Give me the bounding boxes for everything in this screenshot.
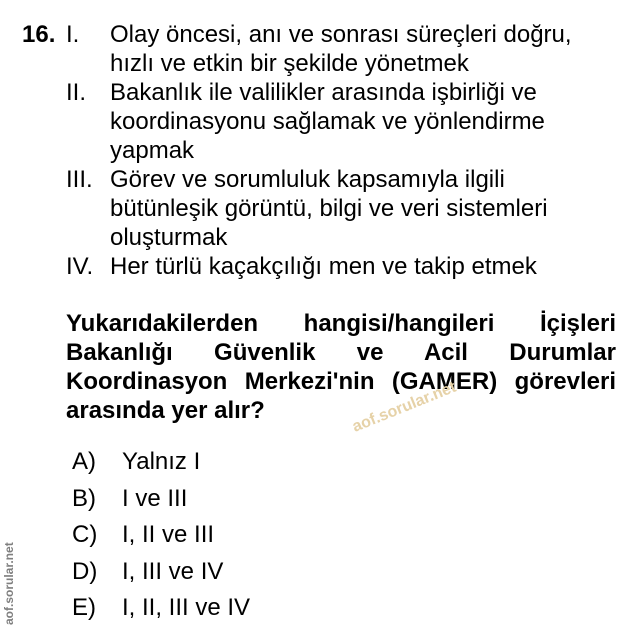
option-text: I ve III: [122, 484, 188, 512]
option-text: I, II ve III: [122, 521, 215, 548]
answer-options: [72, 444, 250, 627]
statement-line: hızlı ve etkin bir şekilde yönetmek: [110, 50, 469, 77]
option-letter: D): [72, 557, 98, 585]
option-a[interactable]: [72, 444, 250, 481]
statement-line: Her türlü kaçakçılığı men ve takip etmek: [110, 253, 537, 280]
statement-numeral: III.: [66, 166, 93, 193]
statement-numeral: I.: [66, 21, 80, 48]
watermark-center: aof.sorular.net: [350, 378, 459, 436]
question-stem: Yukarıdakilerden hangisi/hangileri İçişleri Bakanlığı Güvenlik ve Acil Durumlar Koordinasyon Merkezi'nin (GAMER) görevleri arasında yer alır?: [66, 310, 616, 424]
statement-line: bütünleşik görüntü, bilgi ve veri sistemleri: [110, 195, 548, 222]
statement-3: [66, 165, 626, 252]
option-e[interactable]: [72, 590, 250, 627]
statement-4: [66, 252, 626, 281]
option-text: I, II, III ve IV: [122, 594, 251, 621]
statement-line: oluşturmak: [110, 224, 228, 251]
statement-1: [66, 20, 626, 78]
statement-numeral: II.: [66, 79, 87, 106]
option-text: Yalnız I: [122, 448, 201, 475]
option-d[interactable]: [72, 554, 250, 591]
option-b[interactable]: [72, 481, 250, 518]
option-letter: E): [72, 594, 96, 621]
option-letter: A): [72, 448, 96, 475]
statement-line: yapmak: [110, 137, 195, 164]
statement-2: [66, 78, 626, 165]
statement-line: koordinasyonu sağlamak ve yönlendirme: [110, 108, 545, 135]
option-letter: C): [72, 521, 98, 548]
option-c[interactable]: [72, 517, 250, 554]
option-text: I, III ve IV: [122, 557, 224, 585]
option-letter: B): [72, 484, 96, 512]
statement-line: Olay öncesi, anı ve sonrası süreçleri doğru,: [110, 21, 572, 48]
statement-line: Bakanlık ile valilikler arasında işbirliği ve: [110, 79, 537, 106]
statement-line: Görev ve sorumluluk kapsamıyla ilgili: [110, 166, 505, 193]
statement-numeral: IV.: [66, 253, 94, 280]
watermark-side: aof.sorular.net: [2, 542, 16, 625]
question-number: 16.: [22, 21, 56, 48]
